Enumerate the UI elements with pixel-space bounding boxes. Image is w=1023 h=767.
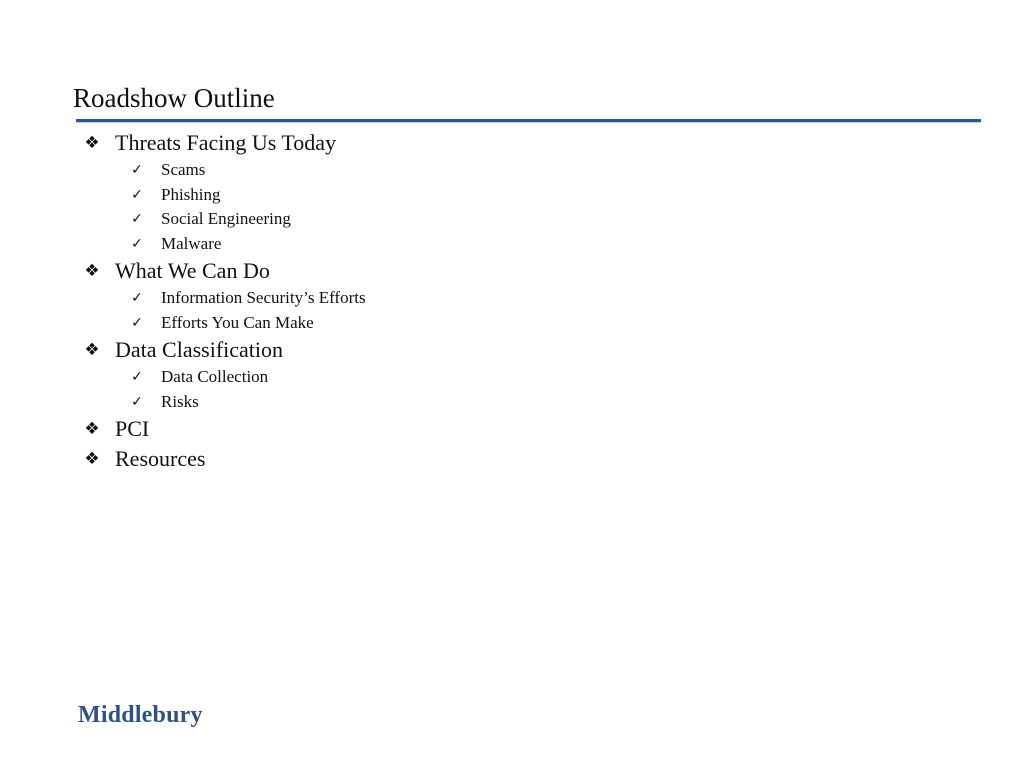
outline-subitem (80, 183, 960, 208)
outline-item-label: Resources (115, 446, 206, 471)
outline-item (80, 256, 960, 286)
outline-subitem-label: Scams (161, 160, 206, 179)
outline-subitem-label: Information Security’s Efforts (161, 288, 366, 307)
outline-subitem (80, 207, 960, 232)
four-diamond-bullet-icon: ❖ (84, 133, 100, 153)
checkmark-icon: ✓ (131, 162, 143, 178)
four-diamond-bullet-icon: ❖ (84, 261, 100, 281)
page-title: Roadshow Outline (73, 83, 275, 113)
four-diamond-bullet-icon: ❖ (84, 449, 100, 469)
outline-item-label: Data Classification (115, 337, 284, 362)
checkmark-icon: ✓ (131, 393, 143, 410)
outline-item (80, 128, 960, 158)
checkmark-icon: ✓ (131, 211, 143, 227)
checkmark-icon: ✓ (131, 314, 143, 331)
outline-item-label: What We Can Do (115, 258, 270, 283)
outline-item (80, 335, 960, 365)
middlebury-logo: Middlebury (78, 702, 203, 728)
four-diamond-bullet-icon: ❖ (84, 419, 100, 439)
checkmark-icon: ✓ (131, 186, 143, 203)
outline-subitem (80, 311, 960, 336)
outline-item (80, 414, 960, 444)
four-diamond-bullet-icon: ❖ (84, 340, 100, 360)
checkmark-icon: ✓ (131, 235, 143, 252)
outline-item-label: Threats Facing Us Today (115, 130, 337, 155)
outline-subitem (80, 286, 960, 311)
outline-subitem (80, 158, 960, 183)
checkmark-icon: ✓ (131, 369, 143, 385)
outline-subitem-label: Malware (161, 233, 222, 253)
outline-item (80, 444, 960, 474)
outline-subitem-label: Social Engineering (161, 209, 291, 228)
outline-subitem-label: Efforts You Can Make (161, 312, 314, 332)
outline-subitem-label: Risks (161, 391, 199, 411)
outline-subitem (80, 365, 960, 390)
outline-subitem (80, 232, 960, 257)
checkmark-icon: ✓ (131, 290, 143, 306)
outline-subitem-label: Data Collection (161, 367, 269, 386)
outline-item-label: PCI (115, 416, 150, 441)
title-divider (76, 119, 981, 122)
outline-list (80, 128, 960, 474)
outline-subitem (80, 390, 960, 415)
outline-subitem-label: Phishing (161, 184, 221, 204)
